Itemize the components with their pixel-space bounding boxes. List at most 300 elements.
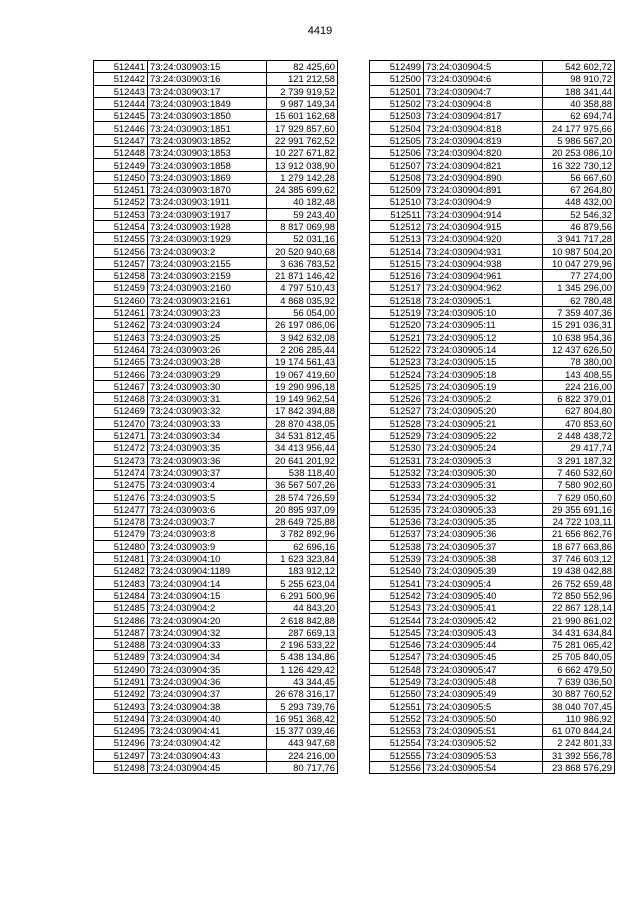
table-row (370, 331, 615, 343)
row-number-cell: 512467 (94, 380, 148, 392)
value-cell: 5 255 623,04 (267, 577, 338, 589)
cadastral-number-cell: 73:24:030904:38 (148, 700, 267, 712)
row-number-cell: 512495 (94, 725, 148, 737)
value-cell: 2 618 842,88 (267, 614, 338, 626)
table-row (94, 749, 338, 761)
row-number-cell: 512471 (94, 429, 148, 441)
value-cell: 2 196 533,22 (267, 638, 338, 650)
row-number-cell: 512457 (94, 257, 148, 269)
cadastral-number-cell: 73:24:030904:32 (148, 626, 267, 638)
cadastral-number-cell: 73:24:030903:24 (148, 319, 267, 331)
value-cell: 28 870 438,05 (267, 417, 338, 429)
value-cell: 28 649 725,88 (267, 515, 338, 527)
row-number-cell: 512517 (370, 282, 424, 294)
cadastral-number-cell: 73:24:030904:43 (148, 749, 267, 761)
value-cell: 1 279 142,28 (267, 171, 338, 183)
row-number-cell: 512468 (94, 393, 148, 405)
row-number-cell: 512548 (370, 663, 424, 675)
table-row (94, 589, 338, 601)
value-cell: 7 639 036,50 (543, 675, 615, 687)
row-number-cell: 512522 (370, 343, 424, 355)
row-number-cell: 512446 (94, 122, 148, 134)
table-row (94, 270, 338, 282)
cadastral-number-cell: 73:24:030905:42 (424, 614, 543, 626)
value-cell: 2 739 919,52 (267, 85, 338, 97)
value-cell: 82 425,60 (267, 61, 338, 73)
row-number-cell: 512539 (370, 552, 424, 564)
table-row (370, 749, 615, 761)
value-cell: 121 212,58 (267, 73, 338, 85)
value-cell: 6 662 479,50 (543, 663, 615, 675)
row-number-cell: 512445 (94, 110, 148, 122)
cadastral-number-cell: 73:24:030903:2 (148, 245, 267, 257)
row-number-cell: 512462 (94, 319, 148, 331)
cadastral-number-cell: 73:24:030904:920 (424, 233, 543, 245)
cadastral-number-cell: 73:24:030903:1917 (148, 208, 267, 220)
value-cell: 448 432,00 (543, 196, 615, 208)
table-row (94, 540, 338, 552)
row-number-cell: 512547 (370, 651, 424, 663)
cadastral-number-cell: 73:24:030905:21 (424, 417, 543, 429)
table-row (370, 294, 615, 306)
value-cell: 21 990 861,02 (543, 614, 615, 626)
row-number-cell: 512450 (94, 171, 148, 183)
value-cell: 46 879,56 (543, 220, 615, 232)
cadastral-number-cell: 73:24:030903:1850 (148, 110, 267, 122)
value-cell: 5 986 567,20 (543, 134, 615, 146)
table-row (370, 208, 615, 220)
table-row (94, 577, 338, 589)
cadastral-number-cell: 73:24:030905:19 (424, 380, 543, 392)
cadastral-number-cell: 73:24:030903:1851 (148, 122, 267, 134)
row-number-cell: 512505 (370, 134, 424, 146)
cadastral-number-cell: 73:24:030904:891 (424, 183, 543, 195)
cadastral-number-cell: 73:24:030904:41 (148, 725, 267, 737)
row-number-cell: 512501 (370, 85, 424, 97)
table-row (94, 233, 338, 245)
row-number-cell: 512504 (370, 122, 424, 134)
table-row (94, 368, 338, 380)
cadastral-number-cell: 73:24:030905:33 (424, 503, 543, 515)
cadastral-number-cell: 73:24:030905:1 (424, 294, 543, 306)
table-row (370, 147, 615, 159)
cadastral-number-cell: 73:24:030904:819 (424, 134, 543, 146)
value-cell: 287 669,13 (267, 626, 338, 638)
row-number-cell: 512527 (370, 405, 424, 417)
value-cell: 20 895 937,09 (267, 503, 338, 515)
table-row (370, 675, 615, 687)
row-number-cell: 512477 (94, 503, 148, 515)
row-number-cell: 512525 (370, 380, 424, 392)
table-row (94, 479, 338, 491)
row-number-cell: 512521 (370, 331, 424, 343)
row-number-cell: 512456 (94, 245, 148, 257)
table-row (94, 73, 338, 85)
cadastral-number-cell: 73:24:030903:2161 (148, 294, 267, 306)
row-number-cell: 512449 (94, 159, 148, 171)
row-number-cell: 512546 (370, 638, 424, 650)
row-number-cell: 512543 (370, 602, 424, 614)
table-row (370, 171, 615, 183)
table-row (370, 196, 615, 208)
value-cell: 17 842 394,88 (267, 405, 338, 417)
row-number-cell: 512489 (94, 651, 148, 663)
table-row (370, 282, 615, 294)
row-number-cell: 512490 (94, 663, 148, 675)
table-row (94, 208, 338, 220)
cadastral-number-cell: 73:24:030903:8 (148, 528, 267, 540)
row-number-cell: 512544 (370, 614, 424, 626)
table-row (94, 417, 338, 429)
value-cell: 4 868 035,92 (267, 294, 338, 306)
cadastral-number-cell: 73:24:030905:18 (424, 368, 543, 380)
cadastral-number-cell: 73:24:030905:49 (424, 688, 543, 700)
table-row (370, 319, 615, 331)
cadastral-number-cell: 73:24:030905:54 (424, 761, 543, 773)
cadastral-number-cell: 73:24:030905:44 (424, 638, 543, 650)
row-number-cell: 512549 (370, 675, 424, 687)
table-row (370, 429, 615, 441)
row-number-cell: 512541 (370, 577, 424, 589)
value-cell: 13 912 038,90 (267, 159, 338, 171)
value-cell: 77 274,00 (543, 270, 615, 282)
row-number-cell: 512442 (94, 73, 148, 85)
cadastral-number-cell: 73:24:030905:10 (424, 306, 543, 318)
cadastral-number-cell: 73:24:030903:4 (148, 479, 267, 491)
cadastral-number-cell: 73:24:030903:2159 (148, 270, 267, 282)
value-cell: 98 910,72 (543, 73, 615, 85)
row-number-cell: 512551 (370, 700, 424, 712)
cadastral-number-cell: 73:24:030905:2 (424, 393, 543, 405)
cadastral-number-cell: 73:24:030904:2 (148, 602, 267, 614)
row-number-cell: 512519 (370, 306, 424, 318)
value-cell: 7 359 407,36 (543, 306, 615, 318)
table-row (94, 61, 338, 73)
value-cell: 24 385 699,62 (267, 183, 338, 195)
row-number-cell: 512545 (370, 626, 424, 638)
row-number-cell: 512535 (370, 503, 424, 515)
table-row (370, 368, 615, 380)
cadastral-number-cell: 73:24:030904:10 (148, 552, 267, 564)
cadastral-number-cell: 73:24:030904:1189 (148, 565, 267, 577)
cadastral-number-cell: 73:24:030903:31 (148, 393, 267, 405)
row-number-cell: 512496 (94, 737, 148, 749)
row-number-cell: 512499 (370, 61, 424, 73)
table-row (370, 220, 615, 232)
table-row (370, 577, 615, 589)
table-row (370, 257, 615, 269)
value-cell: 40 182,48 (267, 196, 338, 208)
table-row (370, 85, 615, 97)
table-row (94, 147, 338, 159)
cadastral-number-cell: 73:24:030905:47 (424, 663, 543, 675)
row-number-cell: 512444 (94, 97, 148, 109)
row-number-cell: 512464 (94, 343, 148, 355)
value-cell: 443 947,68 (267, 737, 338, 749)
table-row (94, 196, 338, 208)
page-number: 4419 (307, 25, 333, 37)
table-row (370, 503, 615, 515)
value-cell: 2 206 285,44 (267, 343, 338, 355)
row-number-cell: 512459 (94, 282, 148, 294)
cadastral-number-cell: 73:24:030903:30 (148, 380, 267, 392)
value-cell: 72 850 552,96 (543, 589, 615, 601)
value-cell: 24 177 975,66 (543, 122, 615, 134)
row-number-cell: 512484 (94, 589, 148, 601)
table-row (370, 442, 615, 454)
row-number-cell: 512448 (94, 147, 148, 159)
table-row (370, 306, 615, 318)
cadastral-number-cell: 73:24:030903:1858 (148, 159, 267, 171)
value-cell: 143 408,55 (543, 368, 615, 380)
cadastral-number-cell: 73:24:030904:37 (148, 688, 267, 700)
row-number-cell: 512487 (94, 626, 148, 638)
row-number-cell: 512497 (94, 749, 148, 761)
cadastral-number-cell: 73:24:030904:915 (424, 220, 543, 232)
table-row (94, 429, 338, 441)
cadastral-number-cell: 73:24:030904:45 (148, 761, 267, 773)
value-cell: 22 991 762,52 (267, 134, 338, 146)
table-row (94, 528, 338, 540)
value-cell: 52 546,32 (543, 208, 615, 220)
value-cell: 3 291 187,32 (543, 454, 615, 466)
cadastral-number-cell: 73:24:030904:42 (148, 737, 267, 749)
cadastral-number-cell: 73:24:030905:53 (424, 749, 543, 761)
table-row (94, 663, 338, 675)
table-row (94, 220, 338, 232)
value-cell: 3 636 783,52 (267, 257, 338, 269)
cadastral-number-cell: 73:24:030905:43 (424, 626, 543, 638)
table-row (370, 73, 615, 85)
cadastral-number-cell: 73:24:030904:36 (148, 675, 267, 687)
table-row (94, 725, 338, 737)
value-cell: 3 942 632,08 (267, 331, 338, 343)
table-row (370, 122, 615, 134)
value-cell: 4 797 510,43 (267, 282, 338, 294)
row-number-cell: 512514 (370, 245, 424, 257)
row-number-cell: 512491 (94, 675, 148, 687)
table-row (94, 159, 338, 171)
cadastral-number-cell: 73:24:030905:35 (424, 515, 543, 527)
value-cell: 19 290 996,18 (267, 380, 338, 392)
table-row (94, 343, 338, 355)
table-row (370, 97, 615, 109)
row-number-cell: 512530 (370, 442, 424, 454)
table-row (94, 356, 338, 368)
row-number-cell: 512481 (94, 552, 148, 564)
cadastral-number-cell: 73:24:030904:962 (424, 282, 543, 294)
table-row (370, 761, 615, 773)
table-row (370, 626, 615, 638)
cadastral-number-cell: 73:24:030904:818 (424, 122, 543, 134)
value-cell: 1 126 429,42 (267, 663, 338, 675)
row-number-cell: 512502 (370, 97, 424, 109)
value-cell: 188 341,44 (543, 85, 615, 97)
cadastral-number-cell: 73:24:030904:914 (424, 208, 543, 220)
row-number-cell: 512461 (94, 306, 148, 318)
row-number-cell: 512473 (94, 454, 148, 466)
cadastral-number-cell: 73:24:030904:5 (424, 61, 543, 73)
cadastral-number-cell: 73:24:030905:48 (424, 675, 543, 687)
table-row (94, 515, 338, 527)
row-number-cell: 512506 (370, 147, 424, 159)
row-number-cell: 512508 (370, 171, 424, 183)
value-cell: 5 438 134,86 (267, 651, 338, 663)
value-cell: 3 782 892,96 (267, 528, 338, 540)
table-row (94, 97, 338, 109)
cadastral-number-cell: 73:24:030903:9 (148, 540, 267, 552)
cadastral-number-cell: 73:24:030904:931 (424, 245, 543, 257)
value-cell: 224 216,00 (543, 380, 615, 392)
cadastral-number-cell: 73:24:030905:15 (424, 356, 543, 368)
row-number-cell: 512451 (94, 183, 148, 195)
value-cell: 2 242 801,33 (543, 737, 615, 749)
value-cell: 15 601 162,68 (267, 110, 338, 122)
value-cell: 627 804,80 (543, 405, 615, 417)
cadastral-number-cell: 73:24:030904:961 (424, 270, 543, 282)
value-cell: 20 520 940,68 (267, 245, 338, 257)
value-cell: 15 377 039,46 (267, 725, 338, 737)
value-cell: 10 227 671,82 (267, 147, 338, 159)
row-number-cell: 512472 (94, 442, 148, 454)
table-row (94, 491, 338, 503)
row-number-cell: 512552 (370, 712, 424, 724)
table-row (370, 356, 615, 368)
row-number-cell: 512523 (370, 356, 424, 368)
table-row (94, 306, 338, 318)
value-cell: 20 641 201,92 (267, 454, 338, 466)
row-number-cell: 512511 (370, 208, 424, 220)
row-number-cell: 512532 (370, 466, 424, 478)
value-cell: 7 629 050,60 (543, 491, 615, 503)
value-cell: 20 253 086,10 (543, 147, 615, 159)
cadastral-number-cell: 73:24:030905:40 (424, 589, 543, 601)
cadastral-number-cell: 73:24:030905:5 (424, 700, 543, 712)
cadastral-number-cell: 73:24:030903:29 (148, 368, 267, 380)
value-cell: 18 677 663,86 (543, 540, 615, 552)
table-row (94, 282, 338, 294)
table-row (370, 405, 615, 417)
cadastral-number-cell: 73:24:030905:51 (424, 725, 543, 737)
table-row (94, 651, 338, 663)
cadastral-number-cell: 73:24:030903:33 (148, 417, 267, 429)
table-row (370, 183, 615, 195)
cadastral-number-cell: 73:24:030903:26 (148, 343, 267, 355)
table-row (370, 134, 615, 146)
row-number-cell: 512540 (370, 565, 424, 577)
row-number-cell: 512554 (370, 737, 424, 749)
row-number-cell: 512483 (94, 577, 148, 589)
cadastral-number-cell: 73:24:030903:1911 (148, 196, 267, 208)
cadastral-number-cell: 73:24:030905:22 (424, 429, 543, 441)
cadastral-number-cell: 73:24:030904:817 (424, 110, 543, 122)
cadastral-number-cell: 73:24:030903:36 (148, 454, 267, 466)
value-cell: 2 448 438,72 (543, 429, 615, 441)
table-row (370, 380, 615, 392)
cadastral-number-cell: 73:24:030904:9 (424, 196, 543, 208)
cadastral-number-cell: 73:24:030905:3 (424, 454, 543, 466)
table-row (370, 454, 615, 466)
cadastral-number-cell: 73:24:030903:1929 (148, 233, 267, 245)
table-row (370, 688, 615, 700)
value-cell: 29 355 691,16 (543, 503, 615, 515)
value-cell: 183 912,12 (267, 565, 338, 577)
cadastral-number-cell: 73:24:030904:8 (424, 97, 543, 109)
table-row (94, 552, 338, 564)
row-number-cell: 512452 (94, 196, 148, 208)
table-row (94, 85, 338, 97)
value-cell: 36 567 507,26 (267, 479, 338, 491)
row-number-cell: 512553 (370, 725, 424, 737)
row-number-cell: 512465 (94, 356, 148, 368)
table-row (370, 540, 615, 552)
cadastral-number-cell: 73:24:030905:38 (424, 552, 543, 564)
table-row (94, 294, 338, 306)
value-cell: 224 216,00 (267, 749, 338, 761)
row-number-cell: 512474 (94, 466, 148, 478)
value-cell: 538 118,40 (267, 466, 338, 478)
row-number-cell: 512476 (94, 491, 148, 503)
row-number-cell: 512510 (370, 196, 424, 208)
table-row (370, 602, 615, 614)
cadastral-number-cell: 73:24:030903:1853 (148, 147, 267, 159)
value-cell: 34 431 634,84 (543, 626, 615, 638)
table-row (94, 466, 338, 478)
table-row (370, 651, 615, 663)
row-number-cell: 512486 (94, 614, 148, 626)
table-row (370, 725, 615, 737)
table-row (94, 602, 338, 614)
cadastral-number-cell: 73:24:030904:34 (148, 651, 267, 663)
value-cell: 80 717,76 (267, 761, 338, 773)
table-row (370, 491, 615, 503)
value-cell: 31 392 556,78 (543, 749, 615, 761)
value-cell: 470 853,60 (543, 417, 615, 429)
table-row (370, 712, 615, 724)
cadastral-number-cell: 73:24:030905:37 (424, 540, 543, 552)
row-number-cell: 512447 (94, 134, 148, 146)
value-cell: 38 040 707,45 (543, 700, 615, 712)
cadastral-number-cell: 73:24:030904:33 (148, 638, 267, 650)
table-row (94, 319, 338, 331)
cadastral-number-cell: 73:24:030905:24 (424, 442, 543, 454)
table-row (370, 737, 615, 749)
cadastral-number-cell: 73:24:030905:12 (424, 331, 543, 343)
cadastral-number-cell: 73:24:030905:14 (424, 343, 543, 355)
cadastral-number-cell: 73:24:030903:2160 (148, 282, 267, 294)
value-cell: 1 623 323,84 (267, 552, 338, 564)
cadastral-number-cell: 73:24:030904:40 (148, 712, 267, 724)
value-cell: 44 843,20 (267, 602, 338, 614)
row-number-cell: 512536 (370, 515, 424, 527)
row-number-cell: 512520 (370, 319, 424, 331)
cadastral-number-cell: 73:24:030903:1852 (148, 134, 267, 146)
value-cell: 56 667,60 (543, 171, 615, 183)
cadastral-number-cell: 73:24:030904:35 (148, 663, 267, 675)
table-row (370, 565, 615, 577)
cadastral-number-cell: 73:24:030904:938 (424, 257, 543, 269)
table-row (94, 700, 338, 712)
value-cell: 19 438 042,88 (543, 565, 615, 577)
value-cell: 19 149 962,54 (267, 393, 338, 405)
cadastral-number-cell: 73:24:030905:45 (424, 651, 543, 663)
cadastral-number-cell: 73:24:030904:7 (424, 85, 543, 97)
cadastral-number-cell: 73:24:030903:37 (148, 466, 267, 478)
table-row (94, 737, 338, 749)
cadastral-number-cell: 73:24:030903:1869 (148, 171, 267, 183)
value-cell: 15 291 036,31 (543, 319, 615, 331)
table-row (370, 417, 615, 429)
